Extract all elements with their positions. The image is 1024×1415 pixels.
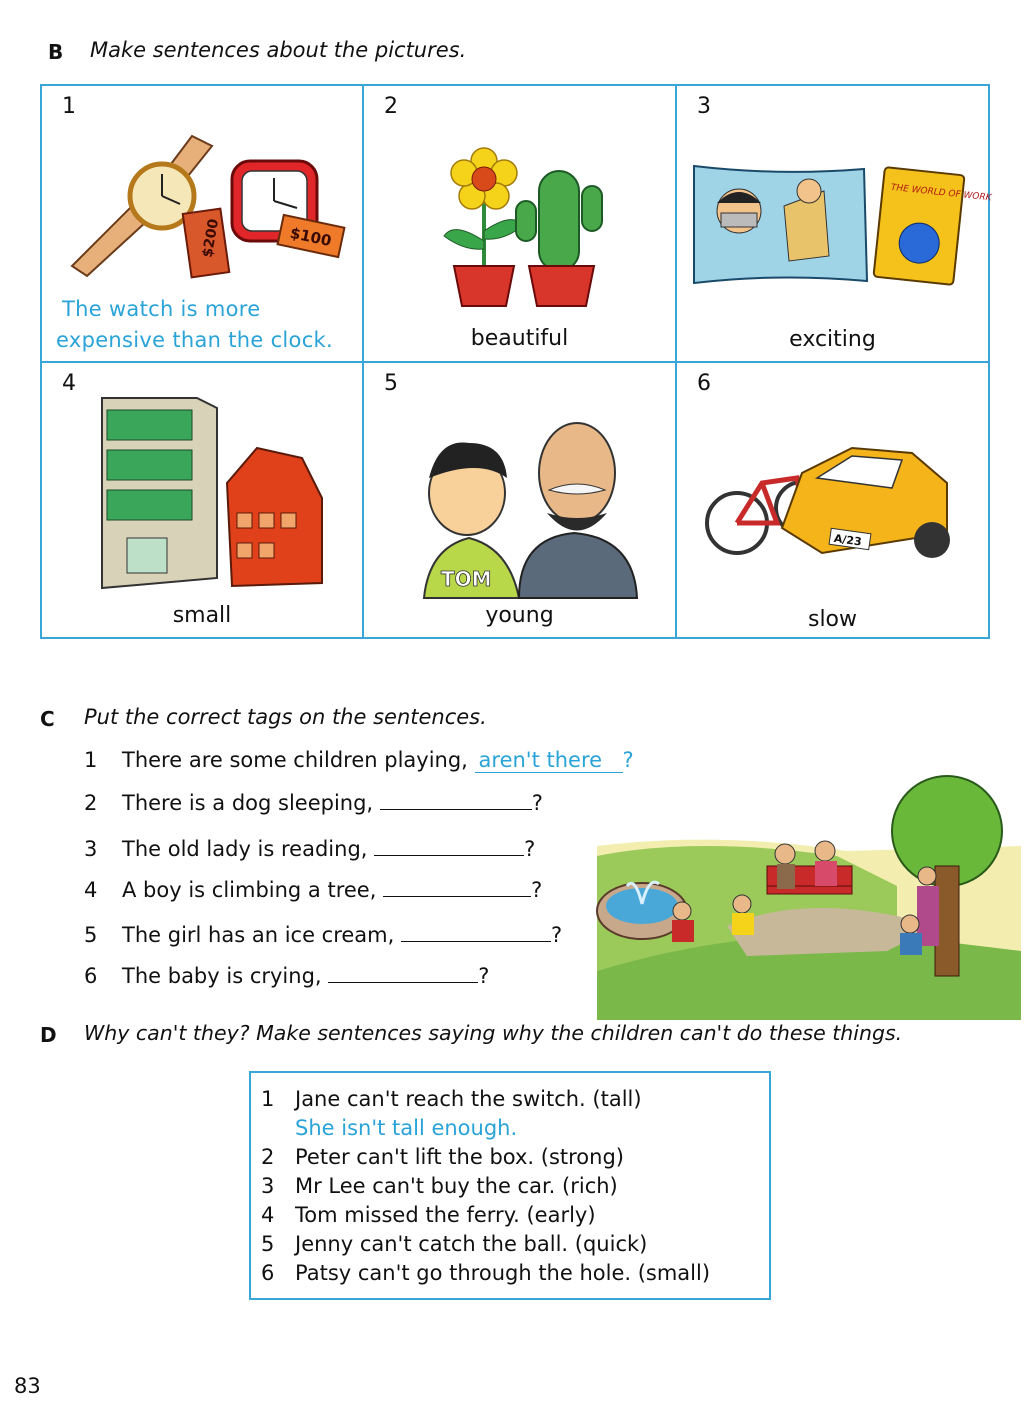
item-number: 5 <box>84 923 98 947</box>
section-b-instruction: Make sentences about the pictures. <box>90 38 467 62</box>
tag-item-2 <box>84 791 543 815</box>
prompt-word: small <box>172 603 232 628</box>
cell-number: 1 <box>62 94 76 119</box>
prompt-word: young <box>485 603 554 628</box>
watch-and-clock-illustration <box>62 126 352 276</box>
tag-blank[interactable] <box>401 923 551 942</box>
cell-number: 4 <box>62 371 76 396</box>
item-text: Peter can't lift the box. (strong) <box>295 1145 624 1169</box>
item-number: 1 <box>261 1087 275 1111</box>
page-number: 83 <box>14 1374 41 1398</box>
tag-question-mark: ? <box>622 748 634 772</box>
item-sentence: The old lady is reading, <box>122 837 368 861</box>
item-sentence: There is a dog sleeping, <box>122 791 374 815</box>
item-text: Patsy can't go through the hole. (small) <box>295 1261 711 1285</box>
item-number: 4 <box>261 1203 275 1227</box>
buildings-illustration <box>97 388 337 588</box>
picture-cell-3 <box>677 86 992 363</box>
picture-cell-4 <box>42 363 364 637</box>
cell-number: 5 <box>384 371 398 396</box>
cell-number: 6 <box>697 371 711 396</box>
tag-item-4 <box>84 878 542 902</box>
tag-blank[interactable] <box>374 837 524 856</box>
item-number: 2 <box>84 791 98 815</box>
picture-cell-2 <box>364 86 677 363</box>
prompt-word: slow <box>807 607 858 632</box>
section-c-letter: C <box>40 707 55 731</box>
flower-and-cactus-illustration <box>434 141 614 311</box>
watch-price-tag: $200 <box>199 217 223 259</box>
picture-cell-5 <box>364 363 677 637</box>
item-text: Jenny can't catch the ball. (quick) <box>295 1232 648 1256</box>
list-item <box>261 1201 769 1230</box>
list-item <box>261 1259 769 1288</box>
item-number: 5 <box>261 1232 275 1256</box>
cell-number: 3 <box>697 94 711 119</box>
tag-item-5 <box>84 923 562 947</box>
example-line-2: expensive than the clock. <box>56 328 333 352</box>
tag-blank[interactable] <box>328 964 478 983</box>
section-d-letter: D <box>40 1023 57 1047</box>
item-sentence: The baby is crying, <box>122 964 322 988</box>
item-number: 1 <box>84 748 98 772</box>
picture-cell-6 <box>677 363 988 637</box>
item-number: 6 <box>261 1261 275 1285</box>
tag-question-mark: ? <box>531 878 543 902</box>
cell-number: 2 <box>384 94 398 119</box>
list-item <box>261 1085 769 1114</box>
prompt-word: beautiful <box>470 326 569 351</box>
item-number: 6 <box>84 964 98 988</box>
section-c-instruction: Put the correct tags on the sentences. <box>84 705 487 729</box>
tag-blank[interactable] <box>383 878 531 897</box>
tag-question-mark: ? <box>531 791 543 815</box>
picture-grid <box>40 84 990 639</box>
tag-answer-text: aren't there <box>478 748 603 772</box>
picture-cell-1 <box>42 86 364 363</box>
section-d-instruction: Why can't they? Make sentences saying why the children can't do these things. <box>84 1021 903 1045</box>
example-answer <box>261 1114 769 1143</box>
item-sentence: The girl has an ice cream, <box>122 923 395 947</box>
tag-question-mark: ? <box>524 837 536 861</box>
tag-item-3 <box>84 837 535 861</box>
item-number: 2 <box>261 1145 275 1169</box>
example-answer <box>56 294 333 356</box>
section-b-letter: B <box>48 40 64 64</box>
tag-blank[interactable] <box>380 791 532 810</box>
item-number: 4 <box>84 878 98 902</box>
license-plate: A/23 <box>833 531 863 549</box>
tag-question-mark: ? <box>551 923 563 947</box>
tag-answer <box>475 748 623 773</box>
list-item <box>261 1172 769 1201</box>
shirt-text: TOM <box>441 567 492 591</box>
book-title: THE WORLD OF WORK <box>890 182 992 204</box>
boy-and-old-man-illustration <box>409 398 659 598</box>
tag-item-6 <box>84 964 489 988</box>
list-item <box>261 1230 769 1259</box>
prompt-word: exciting <box>789 327 876 352</box>
item-number: 3 <box>261 1174 275 1198</box>
item-text: Mr Lee can't buy the car. (rich) <box>295 1174 618 1198</box>
answer-text: She isn't tall enough. <box>295 1116 518 1140</box>
list-item <box>261 1143 769 1172</box>
bicycle-and-car-illustration <box>702 428 962 568</box>
poster-and-book-illustration <box>689 161 992 291</box>
item-sentence: There are some children playing, <box>122 748 468 772</box>
clock-price-tag: $100 <box>288 223 333 251</box>
example-line-1: The watch is more <box>62 297 261 321</box>
tag-question-mark: ? <box>478 964 490 988</box>
item-number: 3 <box>84 837 98 861</box>
sentence-list-box <box>249 1071 771 1300</box>
tag-item-1 <box>84 748 634 773</box>
item-text: Jane can't reach the switch. (tall) <box>295 1087 642 1111</box>
park-scene-illustration <box>597 776 1021 1020</box>
item-text: Tom missed the ferry. (early) <box>295 1203 596 1227</box>
item-sentence: A boy is climbing a tree, <box>122 878 377 902</box>
